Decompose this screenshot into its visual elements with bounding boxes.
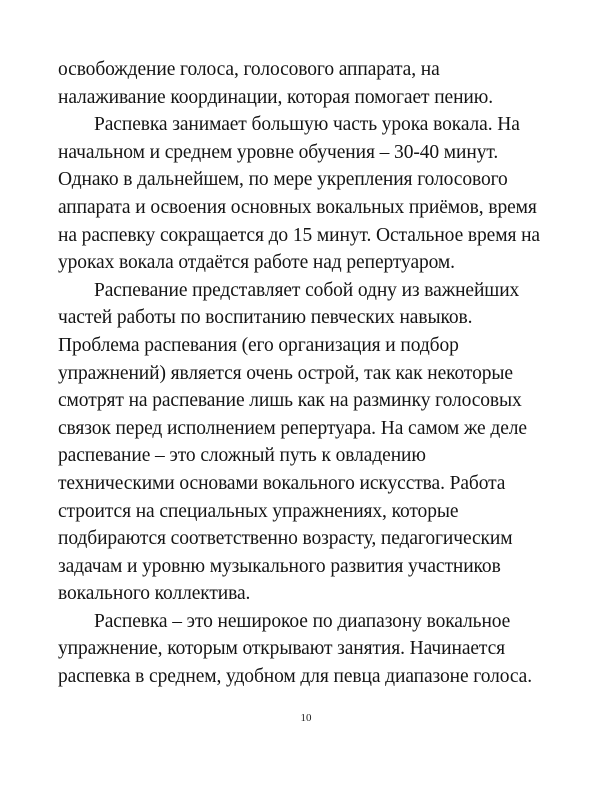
text-line: Проблема распевания (его организация и подбор	[58, 334, 459, 356]
text-line: Распевание представляет собой одну из важнейших	[94, 279, 520, 301]
text-line: Распевка занимает большую часть урока вокала. На	[94, 114, 520, 136]
text-line: распевание – это сложный путь к овладению	[58, 445, 426, 467]
text-line: налаживание координации, которая помогает пению.	[58, 86, 493, 108]
text-line: начальном и среднем уровне обучения – 30-40 минут.	[58, 141, 499, 163]
text-line: смотрят на распевание лишь как на разминку голосовых	[58, 390, 522, 412]
text-line: связок перед исполнением репертуара. На самом же деле	[58, 417, 527, 439]
text-line: подбираются соответственно возрасту, педагогическим	[58, 528, 513, 550]
page-number: 10	[300, 712, 312, 724]
text-line: Распевка – это неширокое по диапазону вокальное	[94, 610, 511, 632]
text-line: освобождение голоса, голосового аппарата, на	[58, 59, 440, 80]
text-line: уроках вокала отдаётся работе над репертуаром.	[58, 252, 455, 274]
text-line: строится на специальных упражнениях, которые	[58, 500, 459, 522]
text-line: упражнений) является очень острой, так как некоторые	[58, 362, 513, 384]
text-line: вокального коллектива.	[58, 583, 251, 605]
text-line: Однако в дальнейшем, по мере укрепления голосового	[58, 169, 508, 191]
body-text	[58, 56, 558, 691]
text-line: распевка в среднем, удобном для певца диапазоне голоса.	[58, 666, 533, 688]
text-line: аппарата и освоения основных вокальных приёмов, время	[58, 196, 537, 218]
text-line: частей работы по воспитанию певческих навыков.	[58, 307, 473, 329]
text-line: на распевку сокращается до 15 минут. Остальное время на	[58, 224, 540, 246]
text-line: упражнение, которым открывают занятия. Начинается	[58, 638, 506, 660]
text-line: техническими основами вокального искусства. Работа	[58, 472, 506, 494]
text-line: задачам и уровню музыкального развития участников	[58, 555, 501, 577]
